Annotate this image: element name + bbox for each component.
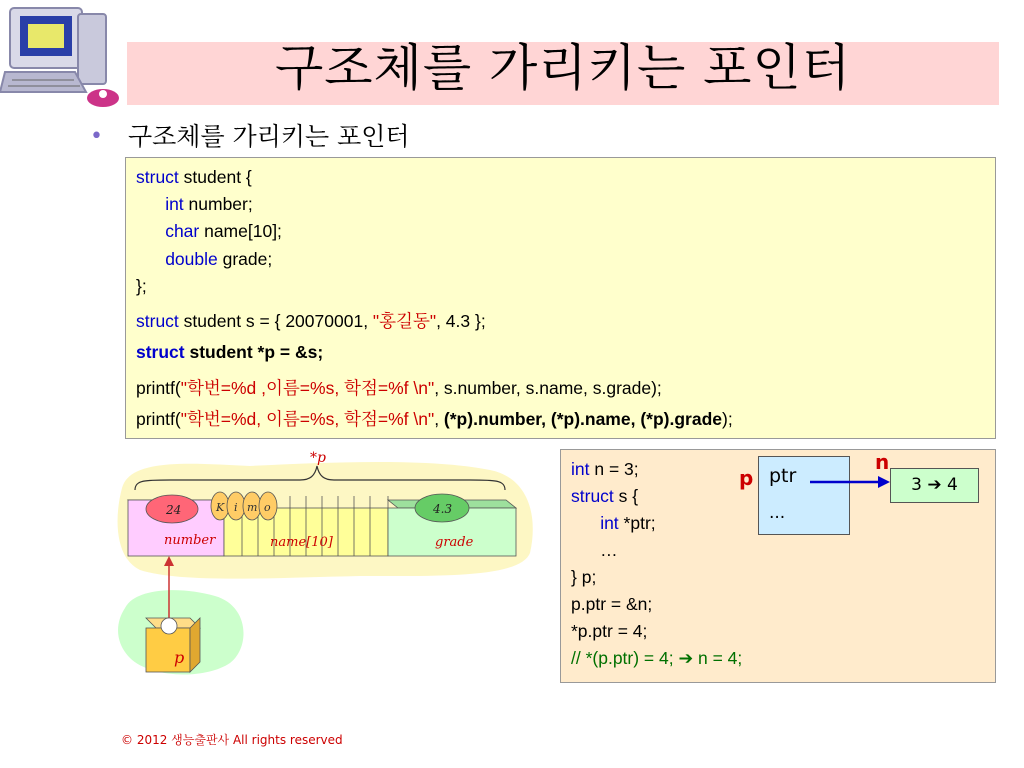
struct-memory-diagram: [110, 448, 540, 683]
code-line: [571, 540, 618, 561]
code-token: );: [722, 409, 733, 429]
code-token: p.ptr = &n;: [571, 594, 653, 614]
code-token: s {: [613, 486, 639, 506]
number-value: 24: [166, 503, 182, 517]
bullet-text: 구조체를 가리키는 포인터: [128, 122, 410, 151]
code-token: student {: [178, 167, 252, 187]
code-line: [571, 459, 639, 480]
code-line: [136, 342, 323, 363]
code-token: printf(: [136, 409, 181, 429]
computer-clipart-icon: [0, 0, 125, 110]
n-variable-label: n: [875, 450, 890, 474]
code-token: int: [600, 513, 619, 533]
code-token: [136, 221, 165, 241]
code-token: int: [571, 459, 590, 479]
code-token: "학번=%d, 이름=%s, 학점=%f \n": [180, 409, 435, 429]
code-line: [136, 221, 282, 242]
code-token: } p;: [571, 567, 597, 587]
code-token: student *p = &s;: [184, 342, 324, 362]
code-token: …: [571, 540, 618, 560]
code-line: [136, 406, 733, 431]
code-line: [571, 594, 652, 615]
name-char-3: o: [264, 501, 271, 514]
code-token: struct: [571, 486, 614, 506]
slide-title: 구조체를 가리키는 포인터: [274, 39, 852, 97]
code-line: [571, 567, 596, 588]
number-field-label: number: [164, 533, 216, 548]
code-token: *ptr;: [618, 513, 656, 533]
bullet-dot: •: [90, 124, 103, 149]
code-token: char: [165, 221, 200, 241]
code-token: };: [136, 276, 147, 296]
code-box-struct-pointer: [125, 157, 996, 439]
code-line: [571, 648, 742, 669]
grade-field-label: grade: [435, 535, 474, 550]
p-variable-label: p: [739, 466, 754, 490]
code-line: [136, 276, 147, 297]
code-line: [136, 375, 662, 400]
code-token: "학번=%d ,이름=%s, 학점=%f \n": [180, 378, 435, 398]
ptr-arrow: [808, 474, 892, 490]
name-char-1: i: [234, 501, 238, 514]
code-token: struct: [136, 311, 179, 331]
name-char-2: m: [247, 501, 258, 514]
code-line: [136, 194, 253, 215]
code-token: (*p).number, (*p).name, (*p).grade: [443, 409, 722, 429]
code-token: [571, 513, 600, 533]
ptr-member-label: ptr: [769, 465, 797, 487]
code-token: , s.number, s.name, s.grade);: [434, 378, 662, 398]
code-token: , 4.3 };: [436, 311, 486, 331]
n-value-box: 3 ➔ 4: [890, 468, 979, 503]
code-line: [571, 621, 647, 642]
code-line: [136, 308, 486, 333]
name-field-label: name[10]: [270, 535, 333, 550]
code-line: [571, 486, 638, 507]
code-token: double: [165, 249, 218, 269]
copyright-footer: © 2012 생능출판사 All rights reserved: [121, 733, 343, 747]
code-token: [136, 194, 165, 214]
code-token: [136, 249, 165, 269]
struct-p-box: [758, 456, 850, 535]
code-token: name[10];: [199, 221, 282, 241]
ellipsis-label: ...: [769, 503, 786, 523]
star-p-label: *p: [310, 450, 326, 466]
code-token: student s = { 20070001,: [178, 311, 373, 331]
code-token: // *(p.ptr) = 4; ➔ n = 4;: [571, 648, 743, 668]
code-token: struct: [136, 167, 179, 187]
code-token: n = 3;: [589, 459, 639, 479]
code-token: *p.ptr = 4;: [571, 621, 648, 641]
name-char-0: K: [216, 501, 225, 514]
code-token: printf(: [136, 378, 181, 398]
code-line: [571, 513, 656, 534]
grade-value: 4.3: [433, 502, 453, 516]
code-token: "홍길동": [372, 311, 437, 331]
code-token: struct: [136, 342, 185, 362]
code-token: int: [165, 194, 184, 214]
code-line: [136, 167, 252, 188]
code-token: ,: [434, 409, 444, 429]
pointer-variable-label: p: [174, 648, 185, 667]
code-token: grade;: [217, 249, 273, 269]
code-token: number;: [183, 194, 253, 214]
code-line: [136, 249, 272, 270]
